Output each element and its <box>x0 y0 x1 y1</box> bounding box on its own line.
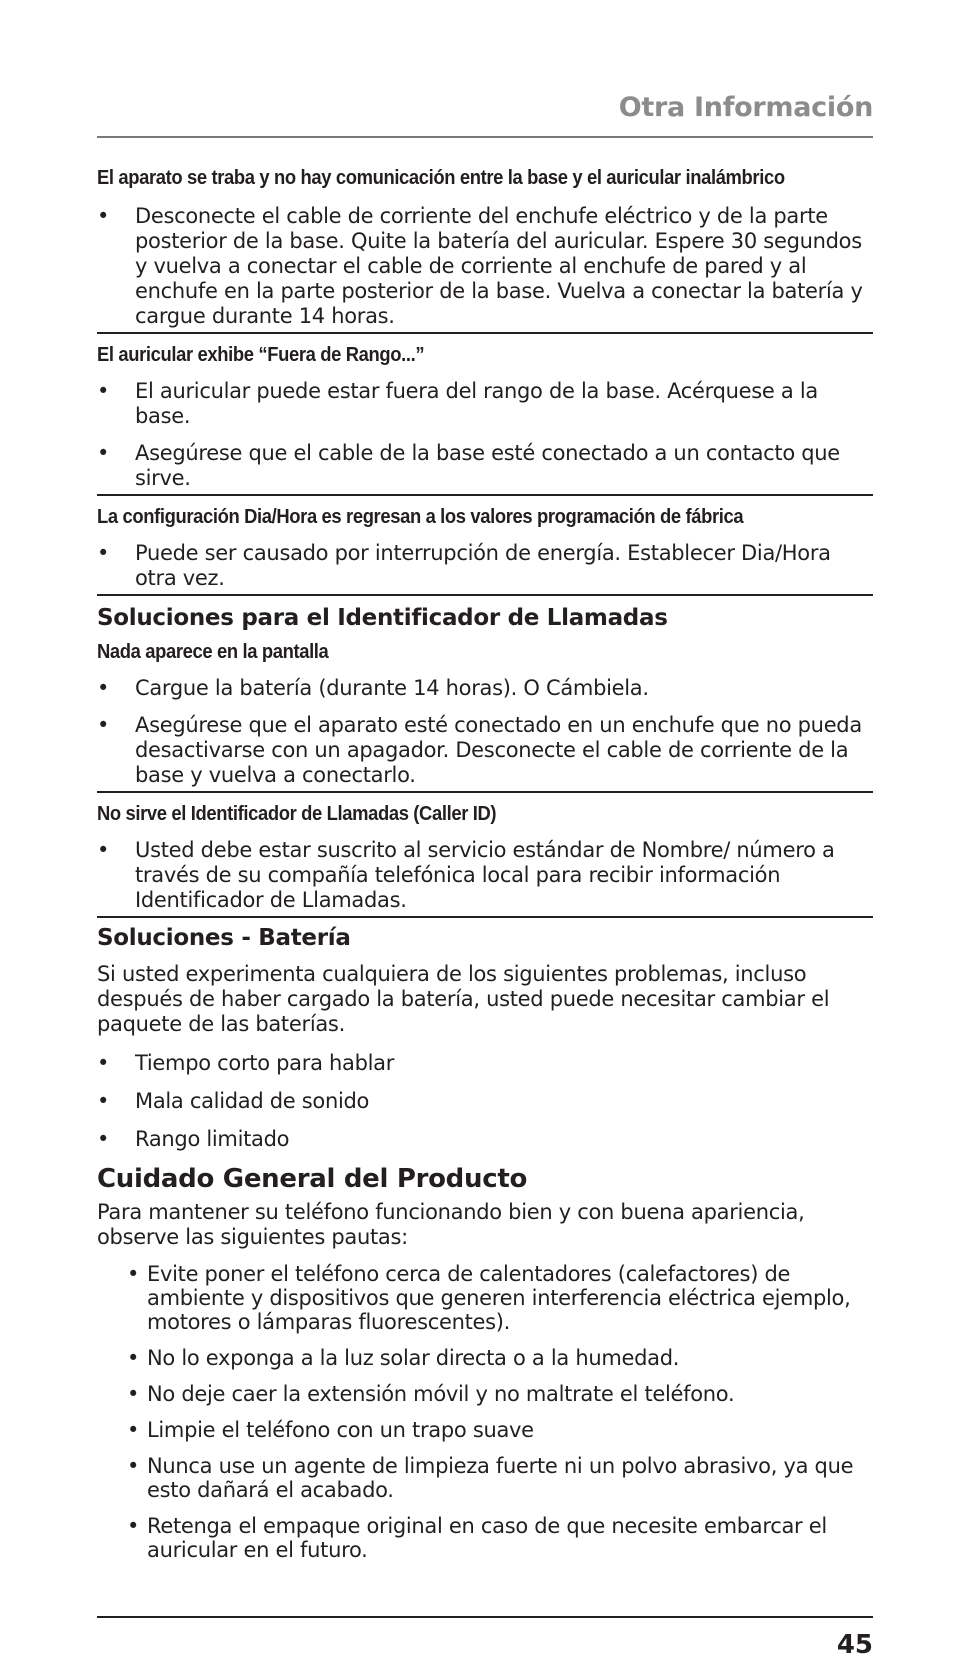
list-item: • Retenga el empaque original en caso de que necesite embarcar el auricular en el futuro. <box>127 1514 827 1562</box>
section-heading: Cuidado General del Producto <box>97 1164 528 1194</box>
list-item: • Puede ser causado por interrupción de energía. Establecer Dia/Hora otra vez. <box>97 541 831 590</box>
bullet-dot: • <box>127 1346 140 1370</box>
section-heading: Soluciones - Batería <box>97 925 351 951</box>
list-item: • Evite poner el teléfono cerca de calentadores (calefactores) de ambiente y dispositivos que generen interferencia eléctrica ejemplo, motores o lámparas fluorescentes). <box>127 1262 851 1334</box>
header-rule <box>97 136 873 138</box>
section-heading: Soluciones para el Identificador de Llamadas <box>97 605 668 631</box>
bullet-list <box>97 204 873 329</box>
bullet-dot: • <box>127 1262 140 1286</box>
bullet-dot: • <box>97 541 110 565</box>
section-divider <box>97 791 873 793</box>
bullet-dot: • <box>97 676 110 700</box>
bullet-dot: • <box>97 379 110 403</box>
list-item: • Nunca use un agente de limpieza fuerte ni un polvo abrasivo, ya que esto dañará el acabado. <box>127 1454 854 1502</box>
list-item: • No lo exponga a la luz solar directa o a la humedad. <box>127 1346 680 1370</box>
bullet-list <box>97 379 873 491</box>
list-item: • Usted debe estar suscrito al servicio estándar de Nombre/ número a través de su compañía telefónica local para recibir información Identificador de Llamadas. <box>97 838 835 912</box>
list-item: • Desconecte el cable de corriente del enchufe eléctrico y de la parte posterior de la base. Quite la batería del auricular. Espere 30 segundos y vuelva a conectar el cable de corriente al enchufe de pared y al enchufe en la parte posterior de la base. Vuelva a conectar la batería y cargue durante 14 horas. <box>97 204 863 328</box>
section-divider <box>97 494 873 496</box>
question-heading: El aparato se traba y no hay comunicación entre la base y el auricular inalámbrico <box>97 167 785 189</box>
paragraph: Si usted experimenta cualquiera de los siguientes problemas, incluso después de haber cargado la batería, usted puede necesitar cambiar el paquete de las baterías. <box>97 962 830 1036</box>
list-item: • Limpie el teléfono con un trapo suave <box>127 1418 534 1442</box>
bullet-dot: • <box>97 1051 110 1075</box>
bullet-list <box>97 541 873 591</box>
footer-rule <box>97 1616 873 1618</box>
bullet-dot: • <box>97 204 110 228</box>
bullet-dot: • <box>127 1454 140 1478</box>
list-item: • Mala calidad de sonido <box>97 1089 370 1113</box>
question-heading: No sirve el Identificador de Llamadas (Caller ID) <box>97 803 497 825</box>
bullet-dot: • <box>127 1418 140 1442</box>
list-item: • No deje caer la extensión móvil y no maltrate el teléfono. <box>127 1382 735 1406</box>
bullet-dot: • <box>127 1382 140 1406</box>
bullet-list <box>97 1262 873 1562</box>
content <box>97 166 873 1562</box>
bullet-list <box>97 838 873 913</box>
page-number: 45 <box>836 1630 873 1660</box>
question-heading: El auricular exhibe “Fuera de Rango...” <box>97 344 425 366</box>
bullet-dot: • <box>97 838 110 862</box>
bullet-dot: • <box>97 441 110 465</box>
list-item: • Rango limitado <box>97 1127 290 1151</box>
bullet-list <box>97 1051 873 1152</box>
list-item: • Tiempo corto para hablar <box>97 1051 395 1075</box>
list-item: • Asegúrese que el aparato esté conectado en un enchufe que no pueda desactivarse con un apagador. Desconecte el cable de corriente de la base y vuelva a conectarlo. <box>97 713 862 787</box>
running-header: Otra Información <box>618 92 873 123</box>
bullet-dot: • <box>97 1089 110 1113</box>
bullet-list <box>97 676 873 788</box>
section-divider <box>97 594 873 596</box>
section-divider <box>97 332 873 334</box>
paragraph: Para mantener su teléfono funcionando bien y con buena apariencia, observe las siguientes pautas: <box>97 1200 805 1249</box>
question-heading: La configuración Dia/Hora es regresan a los valores programación de fábrica <box>97 506 744 528</box>
bullet-dot: • <box>127 1514 140 1538</box>
list-item: • El auricular puede estar fuera del rango de la base. Acérquese a la base. <box>97 379 818 428</box>
list-item: • Cargue la batería (durante 14 horas). O Cámbiela. <box>97 676 649 700</box>
list-item: • Asegúrese que el cable de la base esté conectado a un contacto que sirve. <box>97 441 840 490</box>
question-heading: Nada aparece en la pantalla <box>97 641 329 663</box>
section-divider <box>97 916 873 918</box>
bullet-dot: • <box>97 713 110 737</box>
bullet-dot: • <box>97 1127 110 1151</box>
